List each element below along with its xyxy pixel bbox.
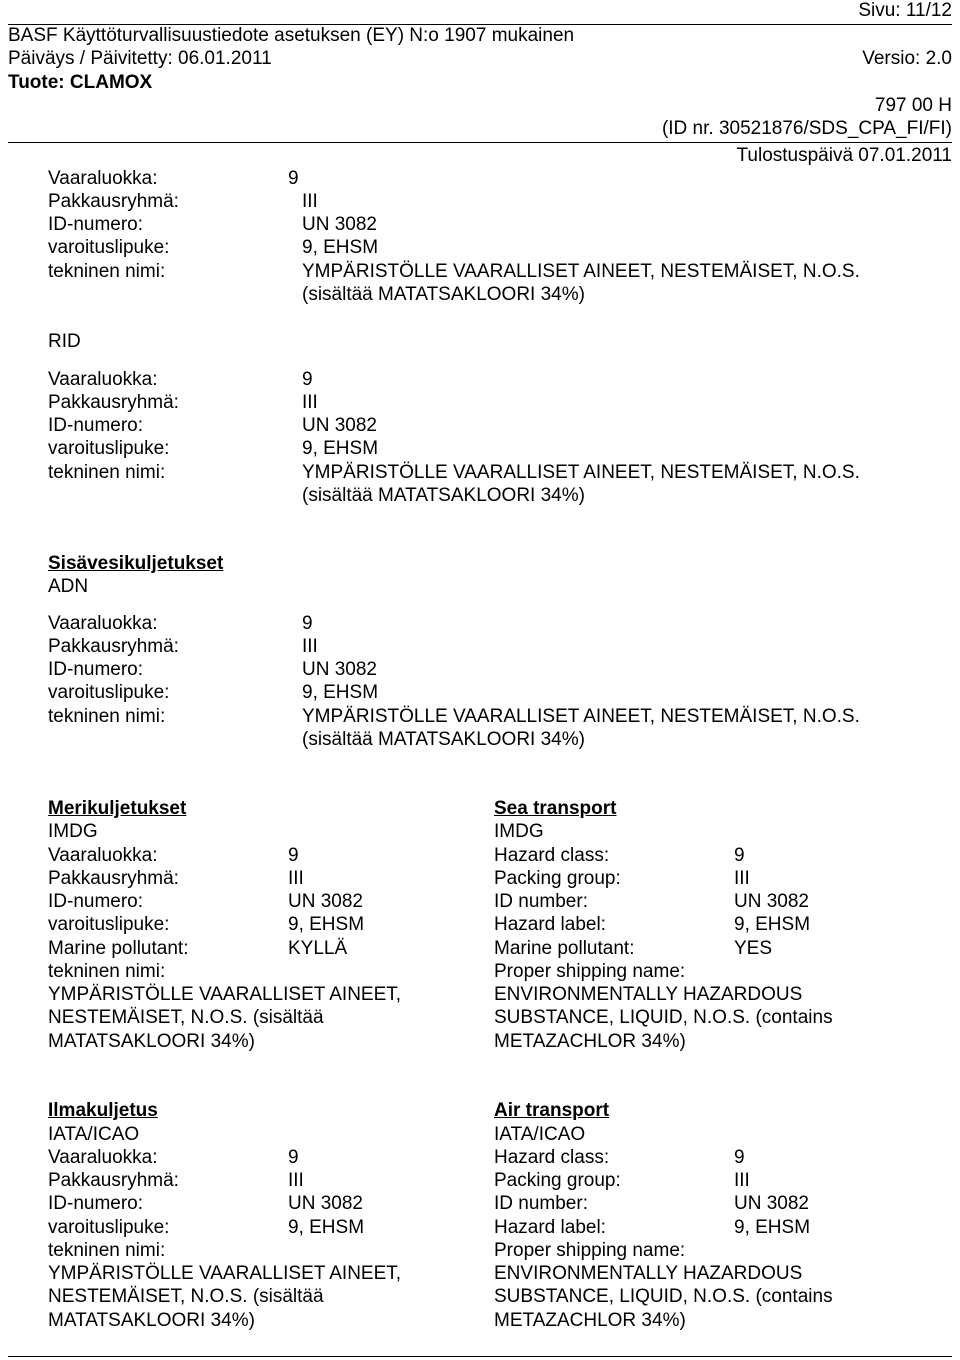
header-rule-bottom <box>8 142 952 143</box>
row-label: Hazard label: <box>494 1217 606 1238</box>
section-heading: Sisävesikuljetukset <box>48 553 224 574</box>
row-label: Marine pollutant: <box>494 938 635 959</box>
name-line: NESTEMÄISET, N.O.S. (sisältää <box>48 1007 324 1028</box>
row-label: tekninen nimi: <box>48 261 166 282</box>
product-code: 797 00 H <box>874 95 952 116</box>
row-value-continued: (sisältää MATATSAKLOORI 34%) <box>302 729 585 750</box>
row-label: Hazard label: <box>494 914 606 935</box>
row-label: ID-numero: <box>48 891 144 912</box>
row-value: 9, EHSM <box>734 914 811 935</box>
row-value: III <box>734 1170 750 1191</box>
row-label: tekninen nimi: <box>48 706 166 727</box>
row-value: 9, EHSM <box>302 682 379 703</box>
section-subheading: IATA/ICAO <box>494 1124 586 1145</box>
section-heading: Sea transport <box>494 798 617 819</box>
row-value: III <box>302 191 318 212</box>
section-subheading: IMDG <box>494 821 544 842</box>
section-subheading: IATA/ICAO <box>48 1124 140 1145</box>
row-label: ID-numero: <box>48 659 144 680</box>
row-label: ID-numero: <box>48 214 144 235</box>
row-value: YMPÄRISTÖLLE VAARALLISET AINEET, NESTEMÄISET, N.O.S. <box>302 462 860 483</box>
document-title: BASF Käyttöturvallisuustiedote asetuksen (EY) N:o 1907 mukainen <box>8 25 575 46</box>
row-value: 9, EHSM <box>302 237 379 258</box>
row-value-continued: (sisältää MATATSAKLOORI 34%) <box>302 485 585 506</box>
document-version: Versio: 2.0 <box>862 48 952 69</box>
row-label: ID-numero: <box>48 415 144 436</box>
row-label: tekninen nimi: <box>48 462 166 483</box>
row-label: Packing group: <box>494 1170 621 1191</box>
name-line: METAZACHLOR 34%) <box>494 1310 686 1331</box>
row-label: Pakkausryhmä: <box>48 392 179 413</box>
row-label: Hazard class: <box>494 1147 610 1168</box>
row-label: Vaaraluokka: <box>48 1147 158 1168</box>
row-value: 9 <box>734 845 745 866</box>
row-label: Vaaraluokka: <box>48 613 158 634</box>
row-value: III <box>288 1170 304 1191</box>
footer-rule <box>8 1356 952 1357</box>
row-value: UN 3082 <box>288 891 363 912</box>
row-label: Pakkausryhmä: <box>48 1170 179 1191</box>
name-line: ENVIRONMENTALLY HAZARDOUS <box>494 1263 803 1284</box>
name-line: MATATSAKLOORI 34%) <box>48 1310 255 1331</box>
row-value: UN 3082 <box>734 1193 809 1214</box>
name-line: NESTEMÄISET, N.O.S. (sisältää <box>48 1286 324 1307</box>
name-line: SUBSTANCE, LIQUID, N.O.S. (contains <box>494 1007 833 1028</box>
row-value: YMPÄRISTÖLLE VAARALLISET AINEET, NESTEMÄISET, N.O.S. <box>302 261 860 282</box>
document-id: (ID nr. 30521876/SDS_CPA_FI/FI) <box>661 118 952 139</box>
row-value: III <box>302 392 318 413</box>
name-label: tekninen nimi: <box>48 961 166 982</box>
row-label: varoituslipuke: <box>48 237 170 258</box>
section-heading: Ilmakuljetus <box>48 1100 158 1121</box>
row-label: ID number: <box>494 1193 588 1214</box>
name-label: Proper shipping name: <box>494 1240 686 1261</box>
section-subheading: IMDG <box>48 821 98 842</box>
row-label: Packing group: <box>494 868 621 889</box>
row-value: 9 <box>302 613 313 634</box>
row-label: varoituslipuke: <box>48 438 170 459</box>
row-value: III <box>734 868 750 889</box>
row-value: KYLLÄ <box>288 938 348 959</box>
row-value: 9, EHSM <box>734 1217 811 1238</box>
section-heading: Air transport <box>494 1100 610 1121</box>
row-label: varoituslipuke: <box>48 914 170 935</box>
section-subheading: ADN <box>48 576 89 597</box>
row-value: 9 <box>288 1147 299 1168</box>
print-date: Tulostuspäivä 07.01.2011 <box>736 145 952 166</box>
row-value: III <box>288 868 304 889</box>
row-value: UN 3082 <box>302 214 377 235</box>
row-value: UN 3082 <box>734 891 809 912</box>
row-label: Marine pollutant: <box>48 938 189 959</box>
row-label: varoituslipuke: <box>48 682 170 703</box>
row-value-continued: (sisältää MATATSAKLOORI 34%) <box>302 284 585 305</box>
row-label: Vaaraluokka: <box>48 168 158 189</box>
page-number: Sivu: 11/12 <box>858 0 952 21</box>
row-label: Vaaraluokka: <box>48 845 158 866</box>
name-label: tekninen nimi: <box>48 1240 166 1261</box>
name-line: SUBSTANCE, LIQUID, N.O.S. (contains <box>494 1286 833 1307</box>
row-value: 9 <box>288 845 299 866</box>
row-label: ID-numero: <box>48 1193 144 1214</box>
row-value: UN 3082 <box>302 659 377 680</box>
row-label: Pakkausryhmä: <box>48 191 179 212</box>
name-line: ENVIRONMENTALLY HAZARDOUS <box>494 984 803 1005</box>
row-value: 9 <box>288 168 299 189</box>
row-label: Hazard class: <box>494 845 610 866</box>
row-value: UN 3082 <box>302 415 377 436</box>
row-value: 9 <box>302 369 313 390</box>
product-name: Tuote: CLAMOX <box>8 72 153 93</box>
row-label: Pakkausryhmä: <box>48 636 179 657</box>
row-label: ID number: <box>494 891 588 912</box>
row-value: III <box>302 636 318 657</box>
name-line: MATATSAKLOORI 34%) <box>48 1031 255 1052</box>
name-label: Proper shipping name: <box>494 961 686 982</box>
row-value: 9, EHSM <box>302 438 379 459</box>
name-line: YMPÄRISTÖLLE VAARALLISET AINEET, <box>48 984 402 1005</box>
row-value: 9, EHSM <box>288 1217 365 1238</box>
section-heading: RID <box>48 331 81 352</box>
section-heading: Merikuljetukset <box>48 798 187 819</box>
row-value: 9, EHSM <box>288 914 365 935</box>
document-date: Päiväys / Päivitetty: 06.01.2011 <box>8 48 272 69</box>
row-value: YMPÄRISTÖLLE VAARALLISET AINEET, NESTEMÄISET, N.O.S. <box>302 706 860 727</box>
row-value: 9 <box>734 1147 745 1168</box>
row-label: Pakkausryhmä: <box>48 868 179 889</box>
row-value: YES <box>734 938 773 959</box>
row-value: UN 3082 <box>288 1193 363 1214</box>
name-line: METAZACHLOR 34%) <box>494 1031 686 1052</box>
row-label: varoituslipuke: <box>48 1217 170 1238</box>
name-line: YMPÄRISTÖLLE VAARALLISET AINEET, <box>48 1263 402 1284</box>
row-label: Vaaraluokka: <box>48 369 158 390</box>
